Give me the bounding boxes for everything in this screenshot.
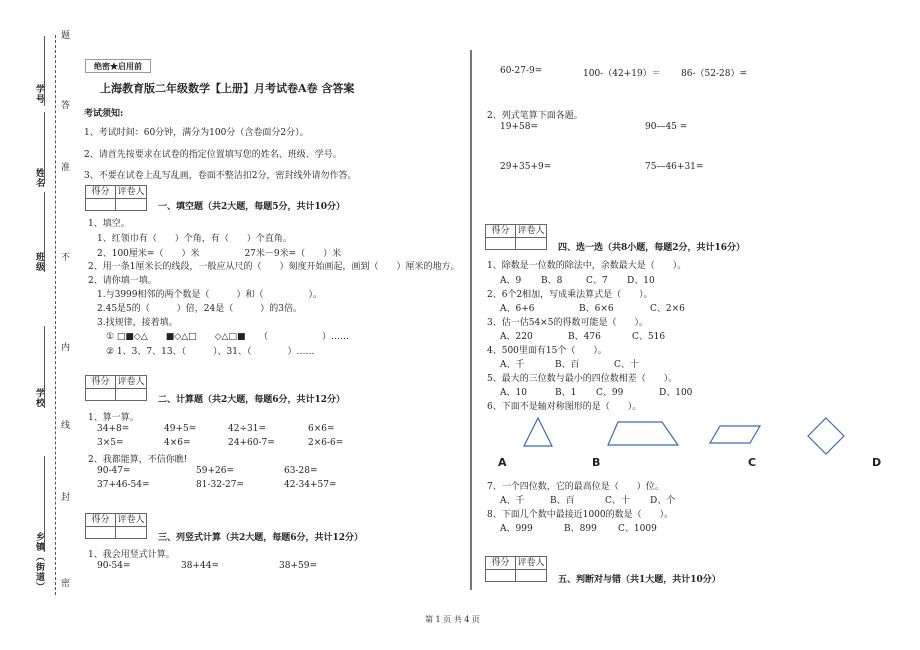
calc-item: 100-（42+19）＝ (583, 69, 661, 79)
question-line: 3、估一估54×5的得数可能是（ ）。 (487, 318, 648, 328)
question-line: 5、最大的三位数与最小的四位数相差（ ）。 (487, 374, 678, 384)
binding-label: 答 (59, 100, 69, 110)
question-line: 2、列式笔算下面各题。 (487, 111, 583, 121)
calc-item: 75—46+31= (645, 162, 704, 172)
class-field[interactable] (44, 192, 45, 272)
question-line: 6、下面不是轴对称图形的是（ ）。 (487, 402, 642, 412)
notice-heading: 考试须知: (84, 109, 124, 119)
question-line: 1.与3999相邻的两个数是（ ）和（ ）。 (97, 290, 322, 300)
option[interactable]: A、220 (500, 332, 533, 342)
question-line: 3.找规律，接着填。 (97, 318, 178, 328)
option[interactable]: A、10 (500, 388, 527, 398)
question-line: 1、红领巾有（ ）个角，有（ ）个直角。 (97, 234, 292, 244)
score-box (85, 375, 147, 401)
calc-item: 38+59= (279, 561, 317, 571)
grader-label: 评卷人 (517, 558, 545, 568)
option[interactable]: D、个 (650, 496, 676, 506)
option[interactable]: A、6+6 (500, 304, 535, 314)
binding-label: 线 (59, 420, 69, 430)
calc-item: 49+5= (164, 424, 197, 434)
question-line: 2、6个2相加，写成乘法算式是（ ）。 (487, 290, 653, 300)
option[interactable]: C、99 (596, 388, 624, 398)
triangle-shape[interactable] (524, 418, 552, 446)
option[interactable]: B、476 (568, 332, 601, 342)
question-line: 2、请你填一填。 (88, 276, 157, 286)
question-line: 2、100厘米=（ ）米 27米－9米=（ ）米 (97, 249, 342, 259)
option[interactable]: B、899 (564, 524, 597, 534)
section-heading: 四、选一选（共8小题，每题2分，共计16分） (558, 243, 746, 253)
calc-item: 2×6-6= (308, 438, 344, 448)
score-box (85, 185, 147, 211)
shape-label: A (498, 456, 507, 469)
option[interactable]: B、1 (555, 388, 577, 398)
score-box (485, 224, 547, 250)
calc-item: 42÷31= (228, 424, 266, 434)
calc-item: 38+44= (181, 561, 219, 571)
option[interactable]: A、千 (500, 360, 525, 370)
diamond-shape[interactable] (808, 418, 844, 454)
option[interactable]: A、千 (500, 496, 525, 506)
calc-item: 90—45 = (645, 122, 688, 132)
column-divider (470, 50, 472, 590)
score-label: 得分 (86, 376, 116, 388)
shape-figures (480, 410, 880, 460)
shape-label: D (872, 456, 882, 469)
binding-label: 封 (59, 492, 69, 502)
name-field[interactable] (44, 112, 45, 184)
calc-item: 6×6= (308, 424, 335, 434)
calc-item: 90-54= (97, 561, 131, 571)
township-field[interactable] (44, 456, 45, 552)
student-id-label: 学号 (34, 84, 44, 104)
binding-label: 准 (59, 162, 69, 172)
section-heading: 三、列竖式计算（共2大题，每题6分，共计12分） (158, 533, 364, 543)
calc-item: 29+35+9= (500, 162, 552, 172)
option[interactable]: D、100 (659, 388, 693, 398)
binding-label: 密 (59, 578, 69, 588)
calc-item: 59+26= (196, 466, 234, 476)
binding-label: 题 (59, 30, 69, 40)
shape-label: B (592, 456, 601, 469)
question-line: 4、500里面有15个（ ）。 (487, 346, 607, 356)
option[interactable]: C、2×6 (650, 304, 685, 314)
confidential-tag: 绝密★启用前 (85, 59, 151, 73)
student-id-field[interactable] (44, 36, 45, 106)
question-line: 2.45是5的（ ）倍，24是（ ）的3倍。 (97, 304, 302, 314)
grader-label: 评卷人 (117, 187, 145, 197)
calc-item: 3×5= (97, 438, 124, 448)
question-line: 1、填空。 (88, 219, 130, 229)
grader-label: 评卷人 (517, 226, 545, 236)
option[interactable]: C、7 (586, 276, 608, 286)
calc-item: 24+60-7= (228, 438, 275, 448)
notice-item: 2、请首先按要求在试卷的指定位置填写您的姓名、班级、学号。 (84, 150, 342, 160)
calc-item: 86-（52-28）= (681, 69, 747, 79)
calc-item: 37+46-54= (97, 480, 150, 490)
question-line: 1、我会用竖式计算。 (88, 550, 175, 560)
score-label: 得分 (86, 514, 116, 526)
score-box (485, 556, 547, 582)
section-heading: 二、计算题（共2大题，每题6分，共计12分） (158, 395, 346, 405)
section-heading: 一、填空题（共2大题，每题5分，共计10分） (158, 202, 346, 212)
class-label: 班级 (34, 252, 44, 272)
page-footer: 第 1 页 共 4 页 (425, 615, 480, 624)
question-line: 1、除数是一位数的除法中，余数最大是（ ）。 (487, 261, 687, 271)
option[interactable]: B、百 (550, 496, 575, 506)
question-line: ① □■◇△ ■◇△□ ◇△□■ （ ）…… (106, 332, 349, 342)
question-line: 1、算一算。 (88, 413, 139, 423)
option[interactable]: C、516 (632, 332, 666, 342)
grader-label: 评卷人 (117, 515, 145, 525)
question-line: 2、我都能算，不信你瞧! (88, 455, 188, 465)
binding-label: 不 (59, 252, 69, 262)
score-box (85, 513, 147, 539)
section-heading: 五、判断对与错（共1大题，共计10分） (558, 575, 721, 585)
grader-label: 评卷人 (117, 377, 145, 387)
calc-item: 19+58= (500, 122, 538, 132)
question-line: 2、用一条1厘米长的线段，一般应从尺的（ ）刻度开始画起，画到（ ）厘米的地方。 (88, 262, 460, 272)
name-label: 姓名 (34, 168, 44, 188)
score-label: 得分 (86, 186, 116, 198)
option[interactable]: C、十 (614, 360, 639, 370)
score-label: 得分 (486, 557, 516, 569)
question-line: ② 1、3、7、13、（ ）、31、（ ）…… (106, 347, 315, 357)
question-line: 8、下面几个数中最接近1000的数是（ ）。 (487, 510, 674, 520)
calc-item: 63-28= (284, 466, 318, 476)
trapezoid-shape[interactable] (608, 422, 678, 445)
option[interactable]: A、999 (500, 524, 533, 534)
notice-item: 3、不要在试卷上乱写乱画，卷面不整洁扣2分，密封线外请勿作答。 (84, 171, 357, 181)
page-title: 上海教育版二年级数学【上册】月考试卷A卷 含答案 (100, 82, 355, 95)
shape-label: C (748, 456, 757, 469)
option[interactable]: D、10 (627, 276, 655, 286)
calc-item: 60-27-9= (500, 66, 543, 76)
option[interactable]: C、1009 (618, 524, 657, 534)
option[interactable]: B、6×6 (579, 304, 614, 314)
calc-item: 81-32-27= (196, 480, 244, 490)
calc-item: 34+8= (97, 424, 130, 434)
calc-item: 90-47= (97, 466, 131, 476)
calc-item: 42-34+57= (284, 480, 337, 490)
school-field[interactable] (44, 326, 45, 408)
notice-item: 1、考试时间：60分钟，满分为100分（含卷面分2分）。 (84, 128, 309, 138)
binding-label: 内 (59, 342, 69, 352)
option[interactable]: A、9 (500, 276, 522, 286)
option[interactable]: B、百 (555, 360, 580, 370)
calc-item: 4×6= (164, 438, 191, 448)
question-line: 7、一个四位数，它的最高位是（ ）位。 (487, 482, 664, 492)
township-label: 乡镇（街道） (34, 532, 44, 592)
option[interactable]: B、8 (541, 276, 563, 286)
option[interactable]: C、十 (605, 496, 630, 506)
parallelogram-shape[interactable] (710, 426, 760, 443)
score-label: 得分 (486, 225, 516, 237)
school-label: 学校 (34, 388, 44, 408)
